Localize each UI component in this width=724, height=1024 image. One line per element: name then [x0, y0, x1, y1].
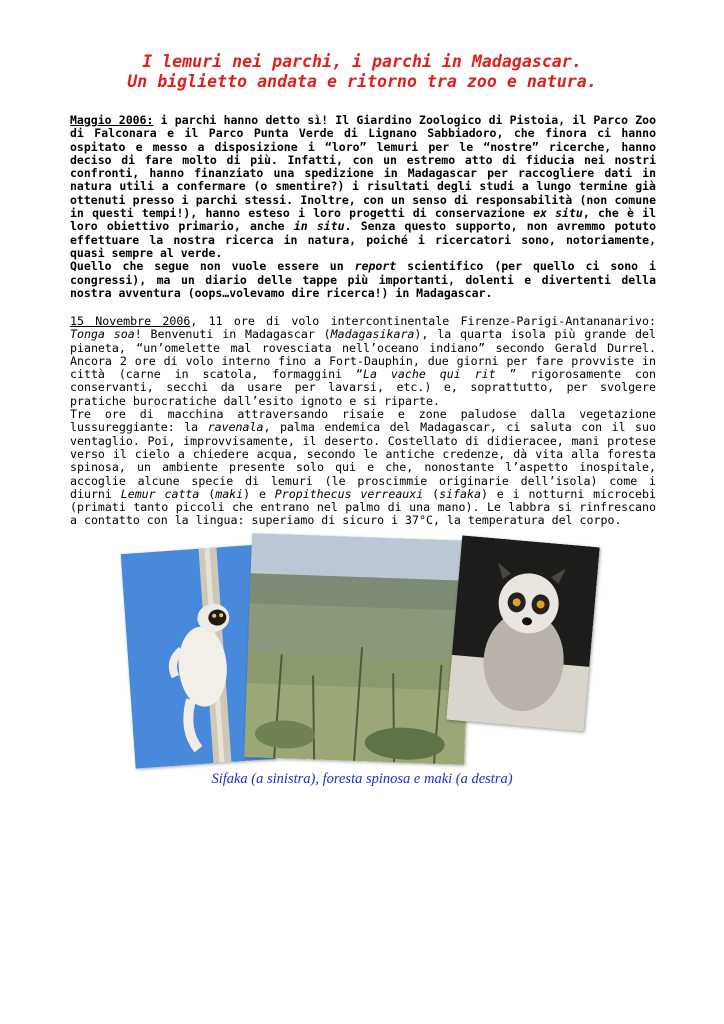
document-title [40, 52, 684, 92]
entry-madagasikara: Madagasikara [330, 327, 415, 342]
entry-sifaka: sifaka [439, 486, 481, 501]
entry-text-7: ( [199, 486, 216, 501]
entry-date: 15 Novembre 2006 [70, 314, 191, 328]
entry-text-6: , palma endemica del Madagascar, ci saluta con il suo ventaglio. Poi, improvvisamente, il deserto. Costellato di didieracee, mani protese verso il cielo a chiedere acqua, secondo le antiche credenze, dà vita alla foresta spinosa, un ambiente presente solo qui e che, nonostante l’aspetto inospitale, accoglie alcune specie di lemuri (le proscimmie originarie dell’isola) come i diurni [70, 420, 656, 501]
intro-text-5: scientifico (per quello ci sono i congressi), ma un diario delle tappe più importanti, dolenti e divertenti della nostra avventura (oops…volevamo dire ricerca!) in Madagascar. [70, 259, 656, 300]
intro-date: Maggio 2006: [70, 113, 154, 127]
entry-vache-qui-rit: La vache qui rit [363, 367, 496, 382]
intro-text-1: i parchi hanno detto sì! Il Giardino Zoologico di Pistoia, il Parco Zoo di Falconara e il Parco Punta Verde di Lignano Sabbiadoro, che finora ci hanno ospitato e messo a disposizione i “loro” lemuri per le “nostre” ricerche, hanno deciso di fare molto di più. Infatti, con un estremo atto di fiducia nei nostri confronti, hanno finanziato una spedizione in Madagascar per raccogliere dati in natura utili a confermare (o smentire?) i risultati degli studi a lungo termine già ottenuti presso i parchi stessi. Inoltre, con un senso di responsabilità (non comune in questi tempi!), hanno esteso i loro progetti di conservazione [70, 113, 656, 221]
entry-text-10: ) e i notturni microcebi (primati tanto piccoli che entrano nel palmo di una mano). Le labbra si rinfrescano a contatto con la lingua: superiamo di sicuro i 37°C, la temperatura del corpo. [70, 486, 656, 528]
entry-text-3: ), la quarta isola più grande del pianeta, “un’omelette mal rovesciata nell’oceano indiano” secondo Gerald Durrel. Ancora 2 ore di volo interno fino a Fort-Dauphin, due giorni per fare provviste in città (carne in scatola, formaggini “ [70, 327, 656, 382]
maki-photo [446, 535, 600, 731]
entry-text-1: , 11 ore di volo intercontinentale Firenze-Parigi-Antananarivo: [190, 314, 656, 328]
intro-ex-situ: ex situ [533, 206, 583, 221]
entry-propithecus: Propithecus verreauxi [274, 486, 424, 501]
title-line-2: Un biglietto andata e ritorno tra zoo e natura. [127, 72, 597, 91]
entry-tonga-soa: Tonga soa [70, 327, 135, 342]
entry-text-5: Tre ore di macchina attraversando risaie e zone paludose dalla vegetazione lussureggiante: la [70, 407, 656, 435]
intro-paragraph [70, 114, 656, 300]
intro-text-4: Quello che segue non vuole essere un [70, 259, 355, 274]
entry-text-8: ) e [243, 486, 275, 501]
entry-ravenala: ravenala [207, 420, 264, 435]
entry-maki: maki [215, 486, 244, 501]
intro-text-3: . Senza questo supporto, non avremmo potuto effettuare la nostra ricerca in natura, poiché i ricercatori sono, notoriamente, quasi sempre al verde. [70, 219, 657, 260]
diary-entry-paragraph [70, 315, 656, 528]
entry-text-2: ! Benvenuti in Madagascar ( [134, 327, 331, 342]
intro-report: report [354, 259, 397, 274]
spiny-forest-photo [244, 533, 472, 765]
entry-text-4: ” rigorosamente con conservanti, secchi da usare per lavarsi, etc.) e, soprattutto, per svolgere pratiche burocratiche dall’esito ignoto e si riparte. [70, 367, 656, 408]
photo-caption: Sifaka (a sinistra), foresta spinosa e maki (a destra) [211, 771, 513, 787]
intro-in-situ: in situ [293, 219, 345, 234]
intro-text-2: , che è il loro obiettivo primario, anche [70, 206, 656, 234]
photo-collage [120, 535, 600, 775]
title-line-1: I lemuri nei parchi, i parchi in Madagascar. [142, 52, 582, 71]
entry-text-9: ( [423, 486, 440, 501]
entry-lemur-catta: Lemur catta [120, 486, 200, 501]
